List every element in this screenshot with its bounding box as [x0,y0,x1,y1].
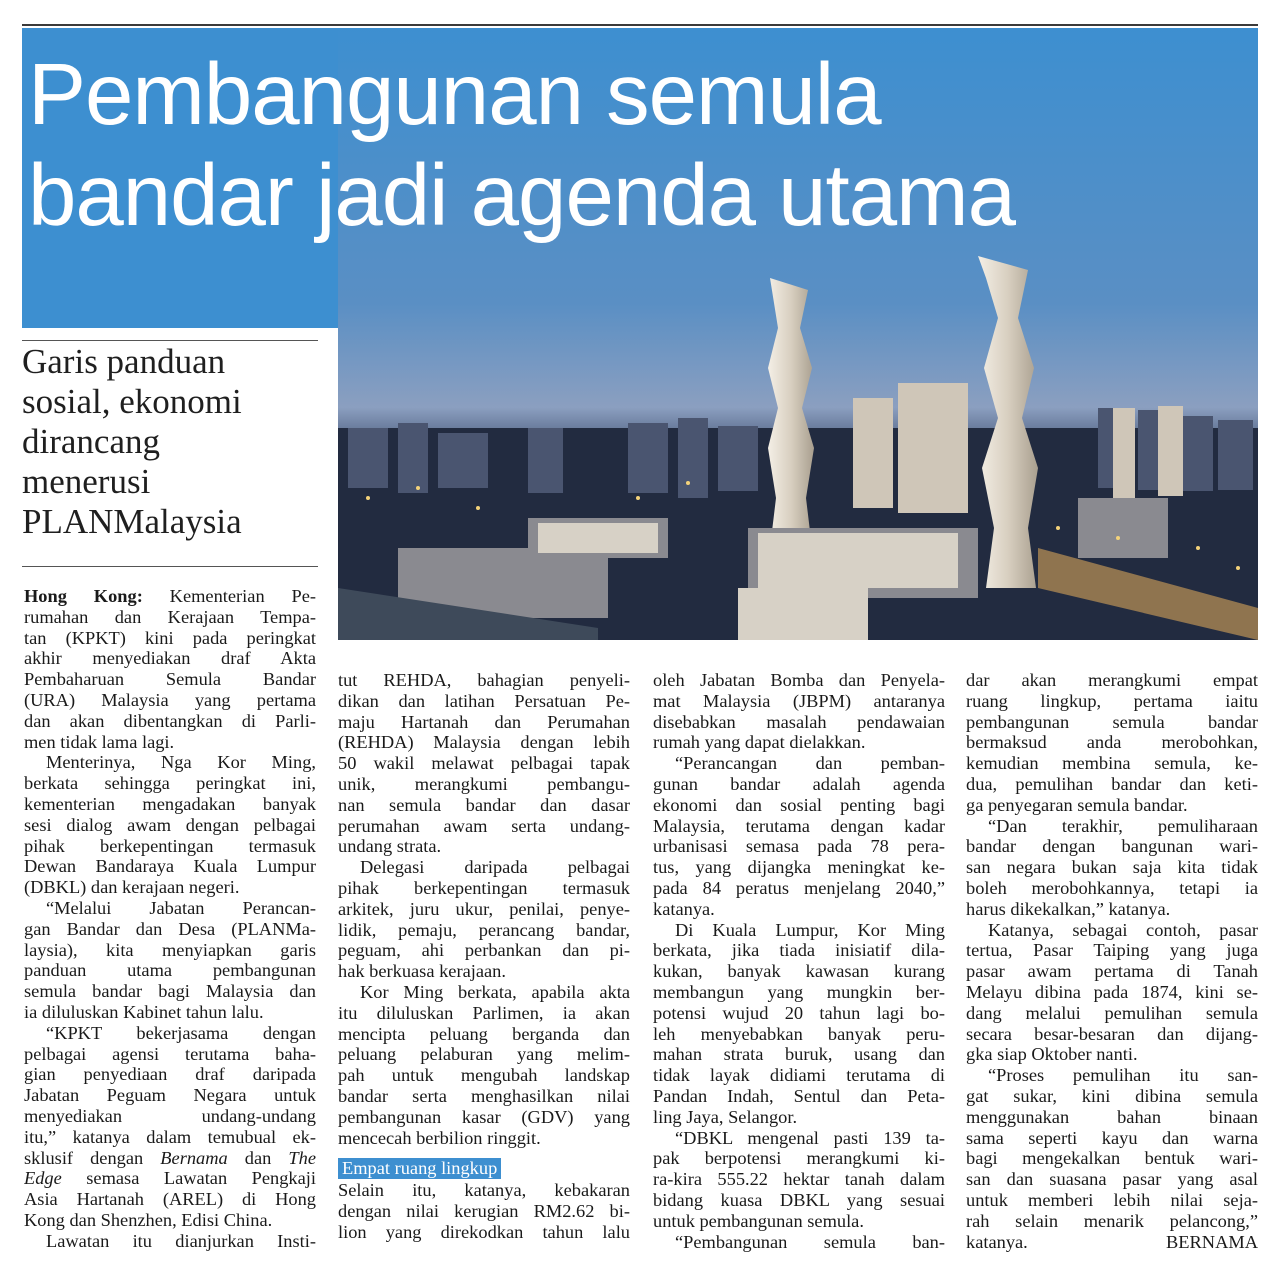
paragraph-line: itu,” katanya dalam temubual ek- [24,1126,316,1147]
publication-name: The [288,1147,316,1168]
paragraph-line: (URA) Malaysia yang pertama [24,689,316,710]
paragraph-line: Jabatan Peguam Negara untuk [24,1085,316,1106]
paragraph-line: bandar dengan bangunan wari- [966,836,1258,857]
publication-name: Edge [24,1168,62,1189]
paragraph-line: menggunakan bahan binaan [966,1106,1258,1127]
paragraph-line: tan (KPKT) kini pada peringkat [24,627,316,648]
paragraph-line: pasar awam pertama di Tanah [966,961,1258,982]
paragraph-line: ga penyegaran semula bandar. [966,794,1188,815]
paragraph-line: peguam, ahi perbankan dan pi- [338,940,630,961]
paragraph-line: bandar serta menghasilkan nilai [338,1085,630,1106]
paragraph-line: gka siap Oktober nanti. [966,1044,1138,1065]
paragraph-line: pah untuk mengubah landskap [338,1065,630,1086]
paragraph-line: untuk memberi lebih nilai seja- [966,1189,1258,1210]
paragraph-line: oleh Jabatan Bomba dan Penyela- [653,670,945,690]
crosshead: Empat ruang lingkup [338,1158,501,1179]
paragraph-line: bagi mengekalkan bentuk wari- [966,1148,1258,1169]
paragraph-line: dengan nilai kerugian RM2.62 bi- [338,1201,630,1222]
paragraph-line: 50 wakil melawat pelbagai tapak [338,753,630,774]
paragraph-line: peluang pelaburan yang melim- [338,1044,630,1065]
paragraph-line: Malaysia, terutama dengan kadar [653,815,945,836]
paragraph-line: rumah yang dapat dielakkan. [653,732,866,753]
paragraph-line: rah selain menarik pelancong,” [966,1210,1258,1231]
paragraph-line: sama seperti kayu dan warna [966,1127,1258,1148]
paragraph-line: pihak berkepentingan termasuk [24,835,316,856]
paragraph-line: tidak layak didiami terutama di [653,1065,945,1086]
paragraph-line: bidang kuasa DBKL yang sesuai [653,1189,945,1210]
paragraph-line: unik, merangkumi pembangu- [338,773,630,794]
paragraph-line: “Dan terakhir, pemuliharaan [988,815,1258,836]
paragraph-line [24,586,316,607]
text-span: Kementerian Pe- [142,586,316,606]
byline: BERNAMA [1166,1231,1258,1252]
paragraph-line: mat Malaysia (JBPM) antaranya [653,690,945,711]
paragraph-line: arkitek, juru ukur, penilai, penye- [338,898,630,919]
paragraph-line: harus dikekalkan,” katanya. [966,898,1171,919]
subheadline [22,342,322,542]
paragraph-line: katanya. [966,1231,1028,1252]
paragraph-line: semula bandar bagi Malaysia dan [24,981,316,1002]
paragraph-line: Lawatan itu dianjurkan Insti- [46,1230,316,1251]
subhead-line-2: sosial, ekonomi [22,382,242,421]
text-span: dan [227,1147,289,1168]
paragraph-line: laysia), kita menyiapkan garis [24,939,316,960]
paragraph-line: membangun yang mungkin ber- [653,981,945,1002]
paragraph-line: (REHDA) Malaysia dengan lebih [338,732,630,753]
paragraph-line: pelbagai agensi terutama baha- [24,1043,316,1064]
paragraph-line: disebabkan masalah pendawaian [653,711,945,732]
paragraph-line: Dewan Bandaraya Kuala Lumpur [24,856,316,877]
paragraph-line: Katanya, sebagai contoh, pasar [988,919,1258,940]
paragraph-line: dan akan dibentangkan di Parli- [24,710,316,731]
paragraph-line: san negara bukan saja kita tidak [966,857,1258,878]
paragraph-line: panduan utama pembangunan [24,960,316,981]
paragraph-line: “Perancangan dan pemban- [675,753,945,774]
paragraph-line: pak berpotensi merangkumi ki- [653,1148,945,1169]
paragraph-line: ia diluluskan Kabinet tahun lalu. [24,1001,264,1022]
text-span: sklusif dengan [24,1147,161,1168]
article-column-2 [338,670,630,1243]
paragraph-line: “DBKL mengenal pasti 139 ta- [675,1127,945,1148]
paragraph-line: hak berkuasa kerajaan. [338,961,506,982]
paragraph-line: ra-kira 555.22 hektar tanah dalam [653,1169,945,1190]
paragraph-line: san dan suasana pasar yang asal [966,1169,1258,1190]
paragraph-line: gan Bandar dan Desa (PLANMa- [24,918,316,939]
paragraph-line: akhir menyediakan draf Akta [24,648,316,669]
paragraph-line: untuk pembangunan semula. [653,1210,864,1231]
paragraph-line: mencecah berbilion ringgit. [338,1127,541,1148]
paragraph-line [24,1168,316,1189]
paragraph-line: Di Kuala Lumpur, Kor Ming [675,919,945,940]
paragraph-line: nan semula bandar dan dasar [338,794,630,815]
paragraph-line: potensi wujud 20 tahun lagi bo- [653,1002,945,1023]
paragraph-line: “Melalui Jabatan Perancan- [46,897,316,918]
paragraph-line: rumahan dan Kerajaan Tempa- [24,606,316,627]
paragraph-line: lidik, pemaju, perancang bandar, [338,919,630,940]
paragraph-line: sesi dialog awam dengan pelbagai [24,814,316,835]
paragraph-line: Pandan Indah, Sentul dan Peta- [653,1085,945,1106]
paragraph-line: pada 84 peratus menjelang 2040,” [653,877,945,898]
paragraph-line: lion yang direkodkan tahun lalu [338,1221,630,1242]
dateline: Hong Kong: [24,586,143,606]
paragraph-line: kukan, banyak kawasan kurang [653,961,945,982]
article-column-4 [966,670,1258,1252]
paragraph-line: tertua, Pasar Taiping yang juga [966,940,1258,961]
paragraph-line [24,1148,316,1169]
top-rule [22,24,1258,26]
closing-line [966,1232,1258,1253]
paragraph-line: mahan strata buruk, usang dan [653,1044,945,1065]
paragraph-line: gian penyediaan draf daripada [24,1064,316,1085]
headline [28,44,1015,246]
paragraph-line: pembangunan kasar (GDV) yang [338,1106,630,1127]
text-span: semasa Lawatan Pengkaji [61,1168,316,1189]
paragraph-line: leh menyebabkan banyak peru- [653,1023,945,1044]
paragraph-line: bermaksud anda merobohkan, [966,732,1258,753]
paragraph-line: (DBKL) dan kerajaan negeri. [24,877,240,898]
paragraph-line: menyediakan undang-undang [24,1105,316,1126]
paragraph-line: kementerian mengadakan banyak [24,793,316,814]
article-column-1 [24,586,316,1252]
subhead-top-rule [22,340,318,341]
paragraph-line: Kor Ming berkata, apabila akta [360,981,630,1002]
paragraph-line: gat sukar, kini dibina semula [966,1085,1258,1106]
paragraph-line: Pembaharuan Semula Bandar [24,669,316,690]
paragraph-line: Delegasi daripada pelbagai [360,857,630,878]
paragraph-line: dua, pemulihan bandar dan keti- [966,773,1258,794]
subhead-line-5: PLANMalaysia [22,502,242,541]
headline-line-2: bandar jadi agenda utama [28,147,1015,244]
paragraph-line: kemudian membina semula, ke- [966,753,1258,774]
paragraph-line: katanya. [653,898,715,919]
paragraph-line: dar akan merangkumi empat [966,670,1258,690]
paragraph-line: “KPKT bekerjasama dengan [46,1022,316,1043]
paragraph-line: ekonomi dan sosial penting bagi [653,794,945,815]
subhead-line-1: Garis panduan [22,342,226,381]
paragraph-line: berkata, jika tiada inisiatif dila- [653,940,945,961]
paragraph-line: gunan bandar adalah agenda [653,773,945,794]
paragraph-line: dikan dan latihan Persatuan Pe- [338,690,630,711]
paragraph-line: pihak berkepentingan termasuk [338,877,630,898]
headline-line-1: Pembangunan semula [28,46,881,143]
publication-name: Bernama [160,1147,228,1168]
paragraph-line: dang melalui pemulihan semula [966,1002,1258,1023]
paragraph-line: mencipta peluang berganda dan [338,1023,630,1044]
paragraph-line: berkata sehingga peringkat ini, [24,773,316,794]
paragraph-line: tus, yang dijangka meningkat ke- [653,857,945,878]
paragraph-line: pembangunan semula bandar [966,711,1258,732]
paragraph-line: maju Hartanah dan Perumahan [338,711,630,732]
paragraph-line: “Proses pemulihan itu san- [988,1065,1258,1086]
paragraph-line: perumahan awam serta undang- [338,815,630,836]
paragraph-line: Melayu dibina pada 1874, kini se- [966,981,1258,1002]
paragraph-line: urbanisasi semasa pada 78 pera- [653,836,945,857]
crosshead-wrap [338,1158,630,1180]
paragraph-line: Menterinya, Nga Kor Ming, [46,752,316,773]
paragraph-line: ruang lingkup, pertama iaitu [966,690,1258,711]
paragraph-line: Asia Hartanah (AREL) di Hong [24,1189,316,1210]
subhead-line-4: menerusi [22,462,151,501]
paragraph-line: ling Jaya, Selangor. [653,1106,798,1127]
paragraph-line: boleh merobohkannya, tetapi ia [966,877,1258,898]
paragraph-line: secara besar-besaran dan dijang- [966,1023,1258,1044]
paragraph-line: Kong dan Shenzhen, Edisi China. [24,1209,273,1230]
subhead-line-3: dirancang [22,422,160,461]
article-column-3 [653,670,945,1252]
paragraph-line: undang strata. [338,836,442,857]
paragraph-line: Selain itu, katanya, kebakaran [338,1180,630,1201]
subhead-bottom-rule [22,566,318,567]
paragraph-line: “Pembangunan semula ban- [675,1231,945,1252]
paragraph-line: itu diluluskan Parlimen, ia akan [338,1002,630,1023]
paragraph-line: tut REHDA, bahagian penyeli- [338,670,630,690]
paragraph-line: men tidak lama lagi. [24,731,175,752]
